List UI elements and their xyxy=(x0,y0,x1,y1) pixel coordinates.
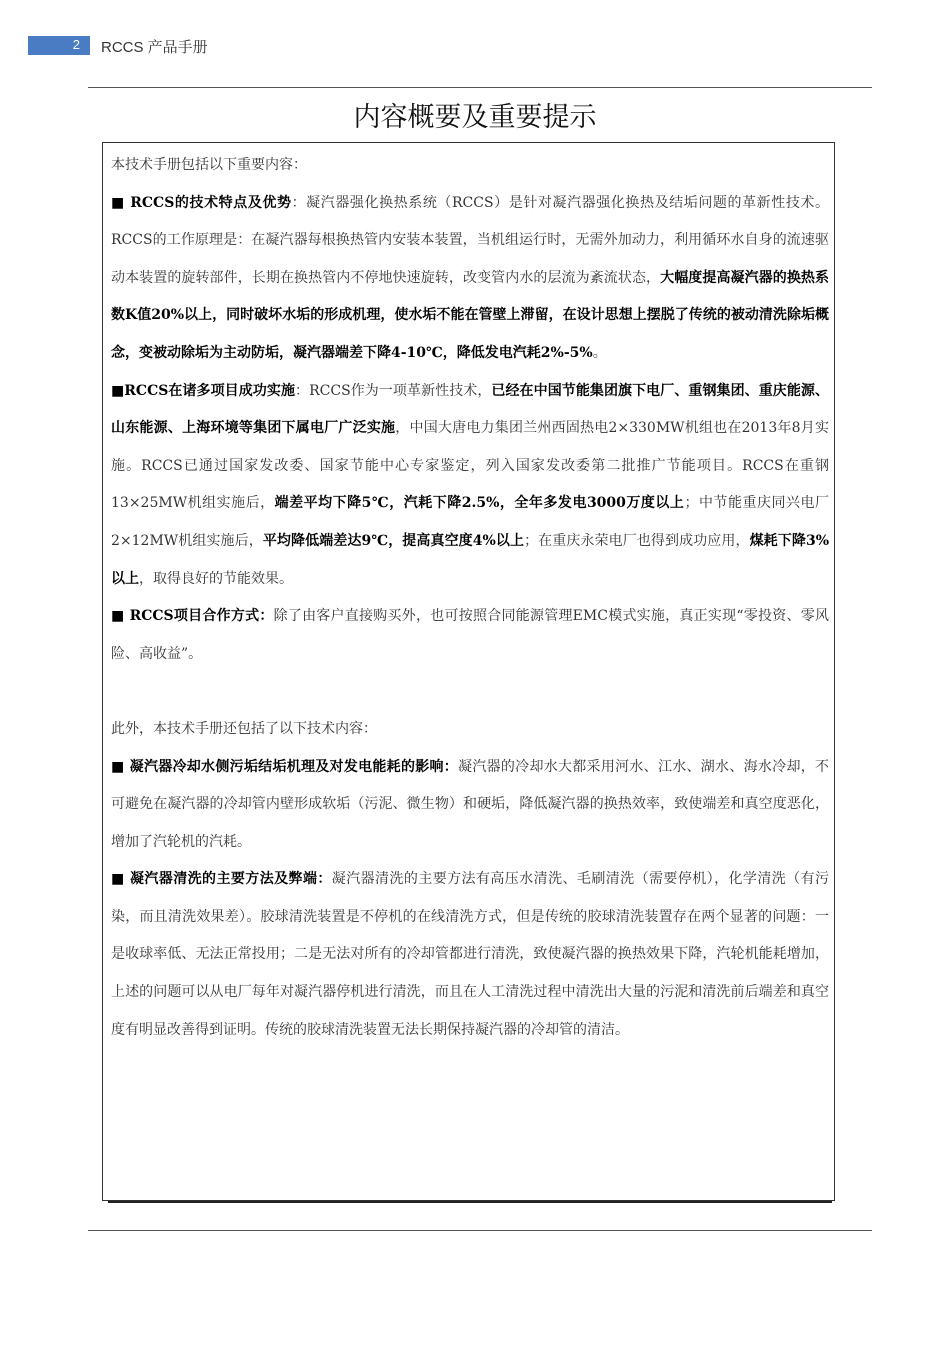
feature-sections xyxy=(111,185,829,674)
bold-text: 已经在中国节能集团旗下电厂、重钢集团、重庆能源、山东能源、上海环境等集团下属电厂广泛实施 xyxy=(111,382,830,437)
section-paragraph xyxy=(111,373,829,599)
body-text: ：RCCS作为一项革新性技术， xyxy=(295,382,492,399)
bold-text: 煤耗下降3%以上 xyxy=(111,532,830,587)
bold-text: 平均降低端差达9℃，提高真空度4%以上 xyxy=(262,532,525,549)
section-paragraph xyxy=(111,598,829,673)
square-bullet-icon: ■ xyxy=(111,194,131,211)
square-bullet-icon: ■ xyxy=(111,608,130,625)
bold-text: RCCS项目合作方式： xyxy=(129,608,274,625)
header-doc-title: RCCS 产品手册 xyxy=(101,39,208,56)
section-paragraph xyxy=(111,749,829,862)
square-bullet-icon: ■ xyxy=(111,758,130,775)
bold-text: 端差平均下降5℃，汽耗下降2.5%，全年多发电3000万度以上 xyxy=(274,495,685,512)
body-text: 除了由客户直接购买外，也可按照合同能源管理EMC模式实施，真正实现“零投资、零风险、高收益”。 xyxy=(111,608,830,662)
bold-text: 凝汽器清洗的主要方法及弊端： xyxy=(129,871,332,888)
section-paragraph xyxy=(111,185,829,373)
section-gap xyxy=(111,673,829,711)
square-bullet-icon: ■ xyxy=(111,382,125,399)
page-number: 2 xyxy=(72,37,80,52)
bold-text: RCCS的技术特点及优势 xyxy=(130,194,292,211)
footer-rule xyxy=(88,1230,872,1231)
header-page-tab xyxy=(28,36,90,55)
header-rule xyxy=(88,87,872,88)
bold-text: RCCS在诸多项目成功实施 xyxy=(124,382,296,399)
body-text: ，取得良好的节能效果。 xyxy=(139,570,293,587)
square-bullet-icon: ■ xyxy=(111,871,130,888)
body-text: 凝汽器的冷却水大都采用河水、江水、湖水、海水冷却，不可避免在凝汽器的冷却管内壁形成软垢（污泥、微生物）和硬垢，降低凝汽器的换热效率，致使端差和真空度恶化，增加了汽轮机的汽耗。 xyxy=(111,758,830,850)
bold-text: 大幅度提高凝汽器的换热系数K值20%以上，同时破坏水垢的形成机理，使水垢不能在管壁上滞留，在设计思想上摆脱了传统的被动清洗除垢概念，变被动除垢为主动防垢，凝汽器端差下降4-10℃，降低发电汽耗2%-5% xyxy=(111,269,830,361)
body-text: ；中节能重庆同兴电厂2×12MW机组实施后， xyxy=(111,495,830,549)
section-paragraph xyxy=(111,861,829,1049)
extra-sections xyxy=(111,749,829,1050)
content-body xyxy=(111,147,829,1049)
page-title: 内容概要及重要提示 xyxy=(353,102,597,133)
extra-intro-paragraph: 此外，本技术手册还包括了以下技术内容： xyxy=(111,720,377,737)
body-text: ：凝汽器强化换热系统（RCCS）是针对凝汽器强化换热及结垢问题的革新性技术。RCCS的工作原理是：在凝汽器每根换热管内安装本装置，当机组运行时，无需外加动力，利用循环水自身的流速驱动本装置的旋转部件，长期在换热管内不停地快速旋转，改变管内水的层流为紊流状态， xyxy=(111,194,830,286)
content-box-bottom-line xyxy=(108,1201,832,1203)
body-text: 凝汽器清洗的主要方法有高压水清洗、毛刷清洗（需要停机），化学清洗（有污染，而且清洗效果差）。胶球清洗装置是不停机的在线清洗方式，但是传统的胶球清洗装置存在两个显著的问题：一是收球率低、无法正常投用；二是无法对所有的冷却管都进行清洗，致使凝汽器的换热效果下降，汽轮机能耗增加，上述的问题可以从电厂每年对凝汽器停机进行清洗，而且在人工清洗过程中清洗出大量的污泥和清洗前后端差和真空度有明显改善得到证明。传统的胶球清洗装置无法长期保持凝汽器的冷却管的清洁。 xyxy=(111,871,830,1038)
bold-text: 凝汽器冷却水侧污垢结垢机理及对发电能耗的影响： xyxy=(129,758,459,775)
body-text: 。 xyxy=(592,344,607,361)
body-text: ，中国大唐电力集团兰州西固热电2×330MW机组也在2013年8月实施。RCCS已通过国家发改委、国家节能中心专家鉴定，列入国家发改委第二批推广节能项目。RCCS在重钢13×25MW机组实施后， xyxy=(111,420,829,512)
intro-paragraph: 本技术手册包括以下重要内容： xyxy=(111,157,307,173)
body-text: ；在重庆永荣电厂也得到成功应用， xyxy=(524,532,750,549)
